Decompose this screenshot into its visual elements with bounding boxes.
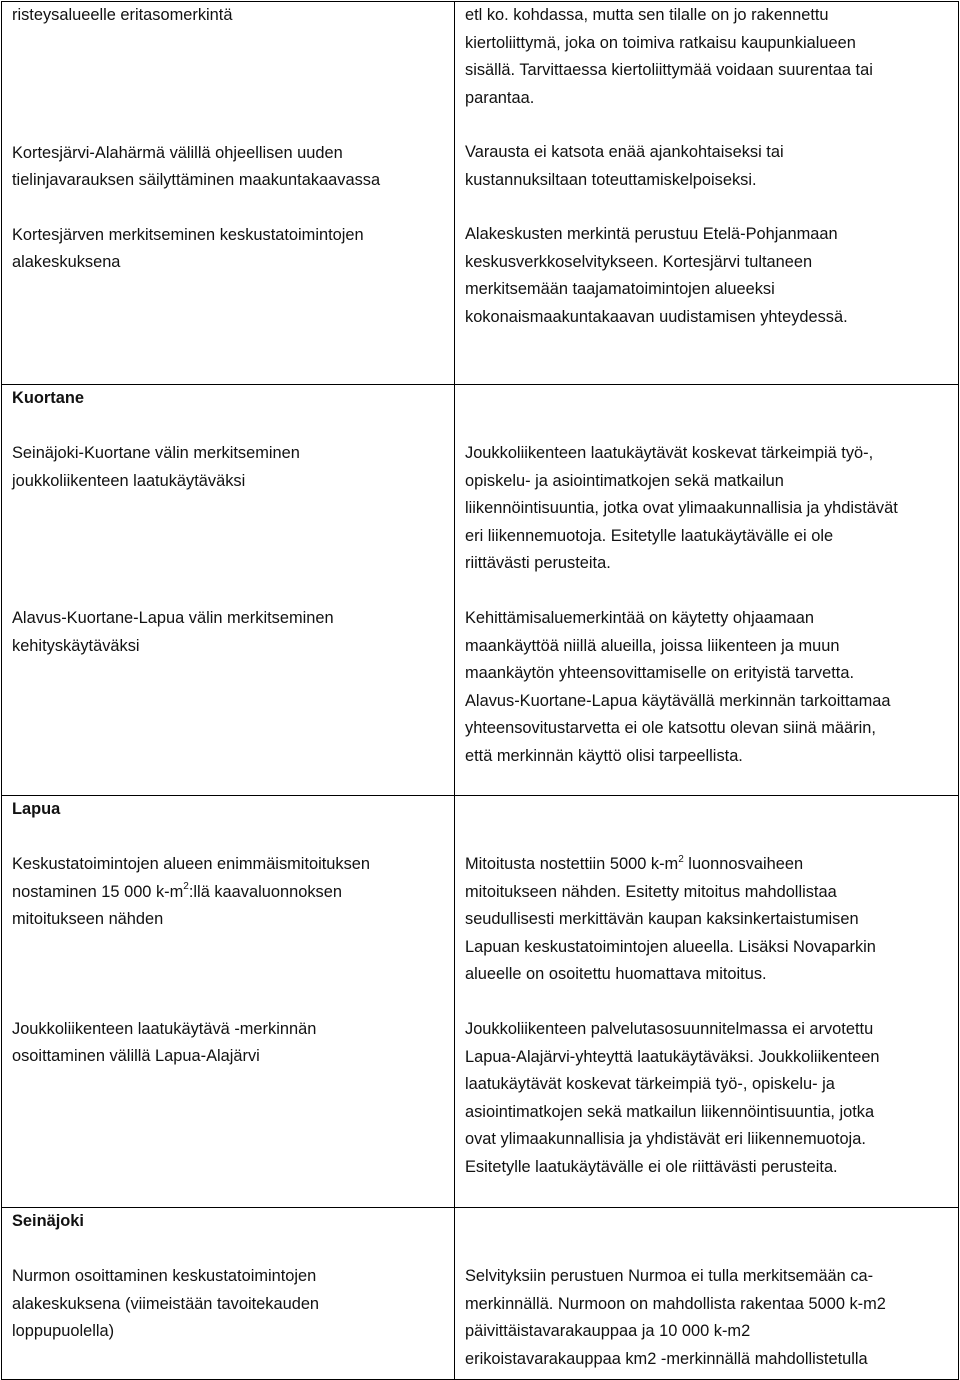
table-row [2,385,959,796]
responses-cell [455,796,959,1208]
requests-cell [2,2,455,385]
request-text: Kortesjärvi-Alahärmä välillä ohjeellisen uuden tielinjavarauksen säilyttäminen maakuntakaavassa [12,143,381,189]
table-row [2,2,959,385]
request-text: Kortesjärven merkitseminen keskustatoimintojen alakeskuksena [12,225,364,271]
responses-cell [455,1208,959,1380]
response-text: Varausta ei katsota enää ajankohtaiseksi tai kustannuksiltaan toteuttamiskelpoiseksi. [465,143,784,189]
responses-cell [455,2,959,385]
municipality-heading: Seinäjoki [12,1212,84,1230]
municipality-heading: Lapua [12,800,61,818]
response-text: Joukkoliikenteen palvelutasosuunnitelmassa ei arvotettu Lapua-Alajärvi-yhteyttä laatukäytäväksi. Joukkoliikenteen laatukäytävät koskevat tärkeimpiä työ-, opiskelu- ja asiointimatkojen sekä matkailun liikennöintisuuntia, jotka ovat ylimaakunnallisia ja yhdistävät eri liikennemuotoja. Esitetylle laatukäytävälle ei ole riittävästi perusteita. [465,1020,880,1176]
request-text: Keskustatoimintojen alueen enimmäismitoituksen nostaminen 15 000 $k-m^2:llä$ kaavaluonnoksen mitoitukseen nähden [12,855,371,928]
request-text: Seinäjoki-Kuortane välin merkitseminen joukkoliikenteen laatukäytäväksi [12,444,300,490]
request-text: Nurmon osoittaminen keskustatoimintojen alakeskuksena (viimeistään tavoitekauden loppupuolella) [12,1267,320,1340]
response-text: Mitoitusta nostettiin 5000 $k-m^2$ luonnosvaiheen mitoitukseen nähden. Esitetty mitoitus mahdollistaa seudullisesti merkittävän kaupan kaksinkertaistumisen Lapuan keskustatoimintojen alueella. Lisäksi Novaparkin alueelle on osoitettu huomattava mitoitus. [465,853,876,983]
response-text: Alakeskusten merkintä perustuu Etelä-Pohjanmaan keskusverkkoselvitykseen. Kortesjärvi tultaneen merkitsemään taajamatoimintojen alueeksi kokonaismaakuntakaavan uudistamisen yhteydessä. [465,225,848,326]
request-text: risteysalueelle eritasomerkintä [12,6,233,24]
comments-table [1,1,959,1380]
municipality-heading: Kuortane [12,389,84,407]
request-text: Alavus-Kuortane-Lapua välin merkitseminen kehityskäytäväksi [12,609,334,655]
request-text: Joukkoliikenteen laatukäytävä -merkinnän osoittaminen välillä Lapua-Alajärvi [12,1019,317,1065]
table-row [2,1208,959,1380]
response-text: etl ko. kohdassa, mutta sen tilalle on jo rakennettu kiertoliittymä, joka on toimiva ratkaisu kaupunkialueen sisällä. Tarvittaessa kiertoliittymää voidaan suurentaa tai parantaa. [465,6,873,107]
requests-cell [2,385,455,796]
table-row [2,796,959,1208]
requests-cell [2,1208,455,1380]
responses-cell [455,385,959,796]
requests-cell [2,796,455,1208]
response-text: Joukkoliikenteen laatukäytävät koskevat tärkeimpiä työ-, opiskelu- ja asiointimatkojen sekä matkailun liikennöintisuuntia, jotka ovat ylimaakunnallisia ja yhdistävät eri liikennemuotoja. Esitetylle laatukäytävälle ei ole riittävästi perusteita. [465,444,898,572]
response-text: Kehittämisaluemerkintää on käytetty ohjaamaan maankäyttöä niillä alueilla, joissa liikenteen ja muun maankäytön yhteensovittamiselle on erityistä tarvetta. Alavus-Kuortane-Lapua käytävällä merkinnän tarkoittamaa yhteensovitustarvetta ei ole katsottu olevan siinä määrin, että merkinnän käyttö olisi tarpeellista. [465,609,891,765]
response-text: Selvityksiin perustuen Nurmoa ei tulla merkitsemään ca- merkinnällä. Nurmoon on mahdollista rakentaa 5000 k-m2 päivittäistavarakauppaa ja 10 000 k-m2 erikoistavarakauppaa km2 -merkinnällä mahdollistetulla [465,1267,886,1368]
